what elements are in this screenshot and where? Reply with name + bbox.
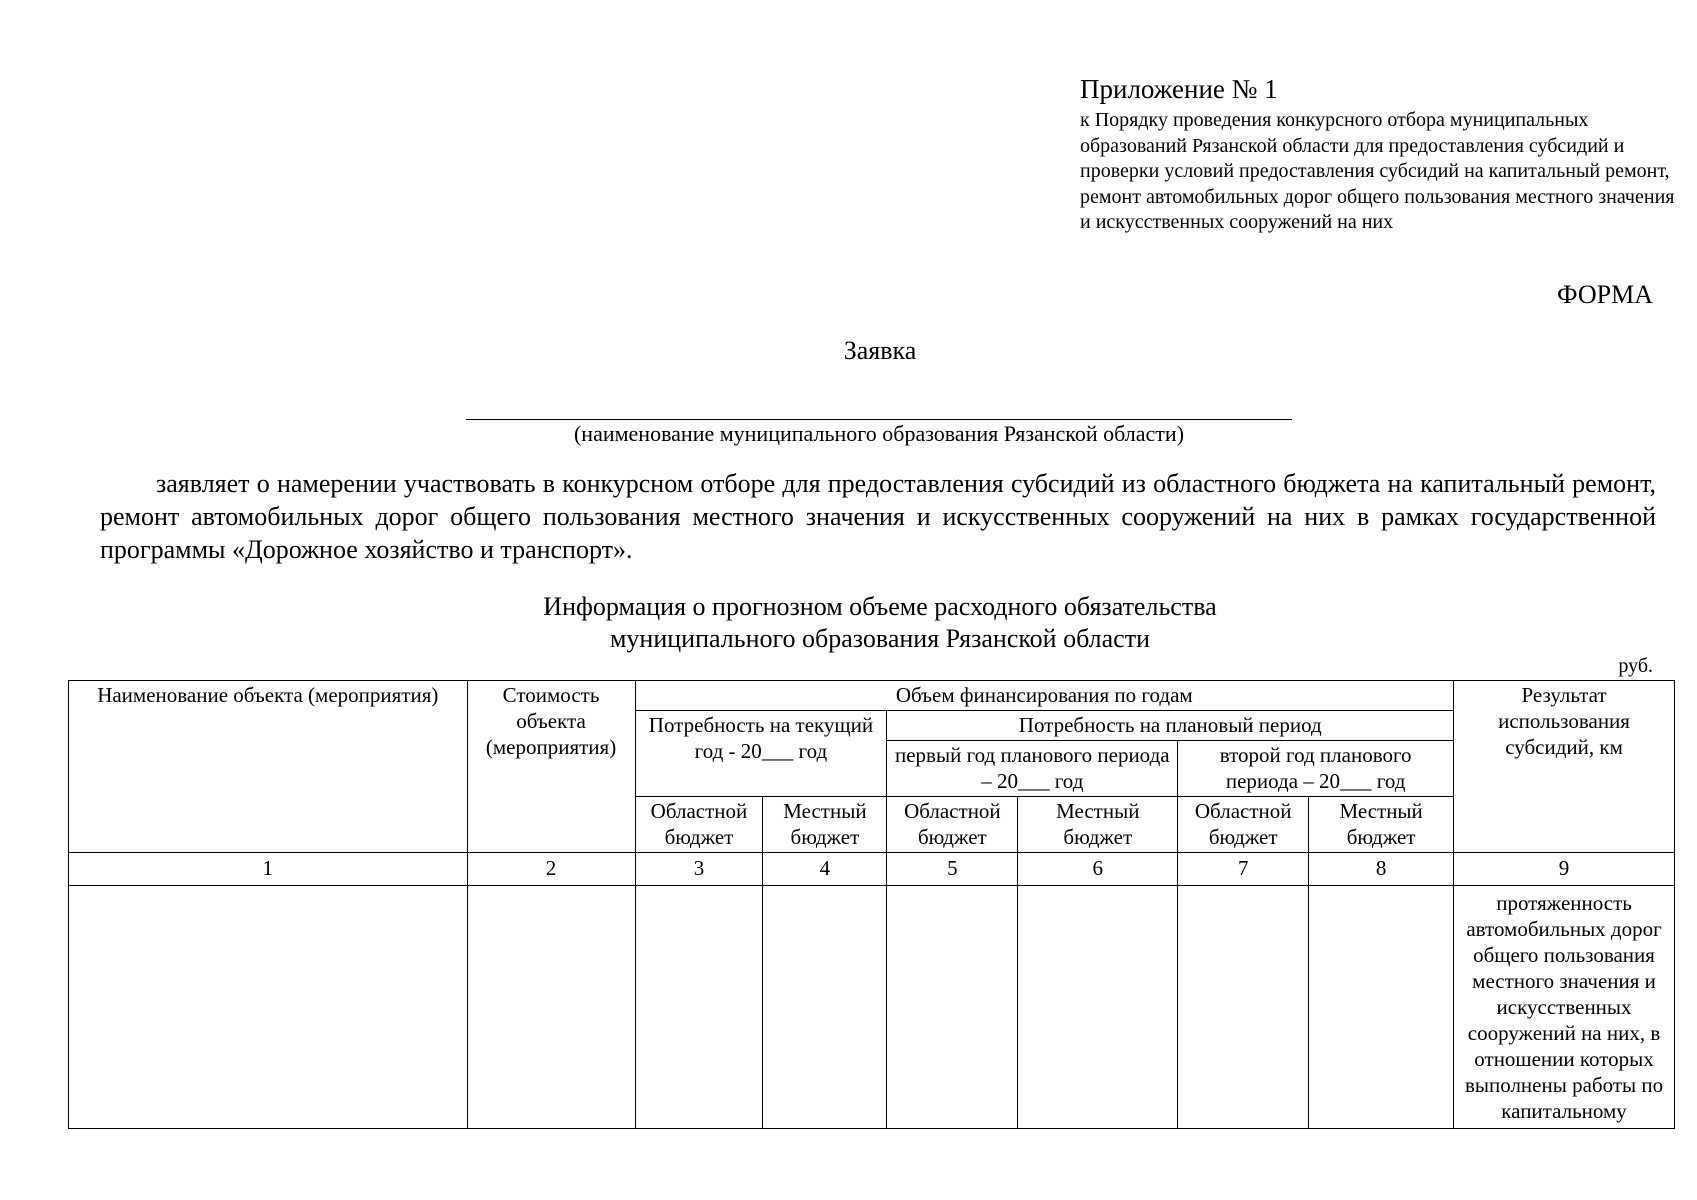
- cell-first-year-regional: [887, 886, 1018, 1129]
- cell-second-year-local: [1309, 886, 1454, 1129]
- declaration-text: заявляет о намерении участвовать в конкурсном отборе для предоставления субсидий из областного бюджета на капитальный ремонт, ремонт автомобильных дорог общего пользования местного значения и искусственных сооружений на них в рамках государственной программы «Дорожное хозяйство и транспорт».: [100, 469, 1656, 564]
- header-planned-period-need: Потребность на плановый период: [887, 711, 1454, 741]
- cell-first-year-local: [1018, 886, 1178, 1129]
- header-current-year-need: Потребность на текущий год - 20___ год: [635, 711, 887, 797]
- column-number: 7: [1178, 853, 1309, 886]
- cell-result: протяженность автомобильных дорог общего пользования местного значения и искусственных сооружений на них, в отношении которых выполнены работы по капитальному: [1454, 886, 1675, 1129]
- column-number: 4: [763, 853, 887, 886]
- header-local-budget: Местный бюджет: [1018, 797, 1178, 853]
- financing-table: [68, 680, 1675, 1129]
- appendix-title: Приложение № 1: [1080, 74, 1278, 104]
- table-title: [0, 591, 1697, 655]
- header-regional-budget: Областной бюджет: [887, 797, 1018, 853]
- cell-object-name: [69, 886, 468, 1129]
- table-title-line-2: муниципального образования Рязанской области: [609, 624, 1151, 653]
- appendix-block: [1080, 72, 1680, 236]
- application-title: Заявка: [843, 336, 917, 365]
- header-regional-budget: Областной бюджет: [635, 797, 763, 853]
- column-number: 5: [887, 853, 1018, 886]
- appendix-text: к Порядку проведения конкурсного отбора муниципальных образований Рязанской области для предоставления субсидий и проверки условий предоставления субсидий на капитальный ремонт, ремонт автомобильных дорог общего пользования местного значения и искусственных сооружений на них: [1080, 109, 1675, 233]
- table-title-line-1: Информация о прогнозном объеме расходного обязательства: [543, 592, 1217, 621]
- header-object-cost: Стоимость объекта (мероприятия): [467, 681, 635, 853]
- column-number: 6: [1018, 853, 1178, 886]
- column-number: 3: [635, 853, 763, 886]
- header-result: Результат использования субсидий, км: [1454, 681, 1675, 853]
- header-object-name: Наименование объекта (мероприятия): [69, 681, 468, 853]
- cell-current-regional: [635, 886, 763, 1129]
- column-number: 9: [1454, 853, 1675, 886]
- form-label: ФОРМА: [1557, 280, 1653, 309]
- column-number: 8: [1309, 853, 1454, 886]
- cell-current-local: [763, 886, 887, 1129]
- header-first-planned-year: первый год планового периода – 20___ год: [887, 741, 1178, 797]
- currency-label: руб.: [1618, 655, 1653, 677]
- cell-object-cost: [467, 886, 635, 1129]
- cell-second-year-regional: [1178, 886, 1309, 1129]
- header-financing-by-years: Объем финансирования по годам: [635, 681, 1454, 711]
- header-regional-budget: Областной бюджет: [1178, 797, 1309, 853]
- column-number: 1: [69, 853, 468, 886]
- header-second-planned-year: второй год планового периода – 20___ год: [1178, 741, 1454, 797]
- column-number: 2: [467, 853, 635, 886]
- header-local-budget: Местный бюджет: [1309, 797, 1454, 853]
- municipality-blank-line: [466, 419, 1292, 420]
- header-local-budget: Местный бюджет: [763, 797, 887, 853]
- municipality-caption: (наименование муниципального образования Рязанской области): [573, 421, 1185, 446]
